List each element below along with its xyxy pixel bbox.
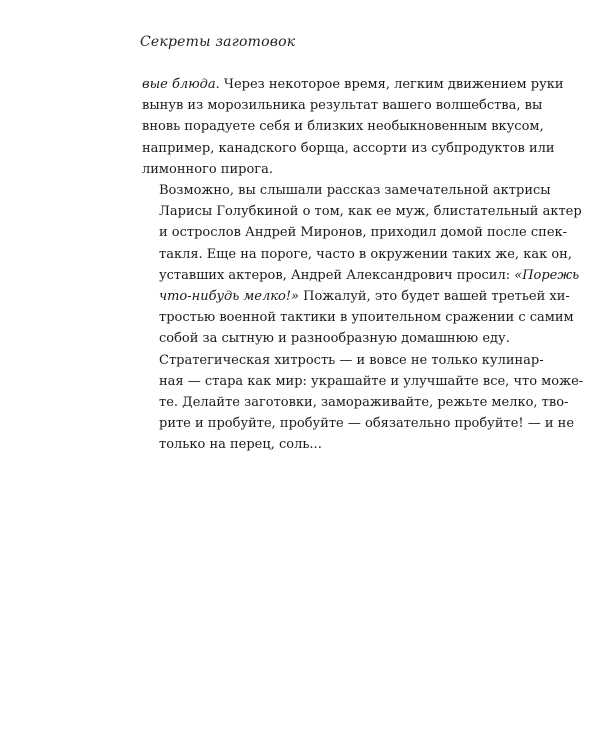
text-segment: Пожалуй, это будет вашей третьей хи- [299, 289, 570, 305]
text-line [142, 434, 462, 455]
text-line [142, 116, 544, 137]
text-segment: тростью военной тактики в упоительном сражении с самим [159, 310, 574, 326]
text-segment: вынув из морозильника результат вашего волшебства, вы [142, 98, 543, 114]
italic-text: вые блюда. [142, 77, 220, 92]
text-line [142, 244, 572, 265]
text-line [142, 95, 543, 116]
text-line [142, 413, 575, 434]
text-segment: те. Делайте заготовки, замораживайте, режьте мелко, тво- [159, 395, 569, 411]
text-line [142, 328, 510, 349]
text-segment: собой за сытную и разнообразную домашнюю еду. [159, 331, 510, 347]
text-segment: Возможно, вы слышали рассказ замечательной актрисы [159, 183, 551, 199]
body-text [142, 74, 584, 456]
running-head: Секреты заготовок [140, 34, 296, 50]
paragraph [142, 350, 584, 456]
text-segment: Стратегическая хитрость — и вовсе не только кулинар- [159, 352, 544, 368]
text-line [142, 265, 580, 286]
text-segment: ная — стара как мир: украшайте и улучшайте все, что може- [159, 373, 584, 389]
text-segment: рите и пробуйте, пробуйте — обязательно пробуйте! — и не [159, 416, 575, 432]
text-line [142, 222, 568, 243]
text-segment: уставших актеров, Андрей Александрович просил: [159, 267, 515, 283]
italic-text: что-нибудь мелко!» [159, 289, 300, 305]
text-line [142, 371, 584, 392]
text-segment: лимонного пирога. [142, 161, 273, 177]
text-line [142, 201, 582, 222]
text-line [142, 307, 574, 328]
text-segment: Ларисы Голубкиной о том, как ее муж, блистательный актер [159, 204, 582, 220]
text-segment: например, канадского борща, ассорти из субпродуктов или [142, 140, 555, 156]
text-segment: только на перец, соль... [159, 437, 322, 453]
text-line [142, 74, 564, 95]
paragraph [142, 74, 564, 180]
text-segment: Через некоторое время, легким движением руки [219, 77, 564, 92]
text-segment: такля. Еще на пороге, часто в окружении таких же, как он, [159, 246, 572, 262]
text-line [142, 138, 555, 159]
italic-text: «Порежь [514, 267, 580, 283]
text-line [142, 350, 544, 371]
text-line [142, 180, 551, 201]
text-segment: и остpослов Андрей Миронов, приходил домой после спек- [159, 225, 568, 241]
text-segment: вновь порадуете себя и близких необыкновенным вкусом, [142, 119, 544, 135]
paragraph [142, 180, 582, 350]
text-line [142, 159, 462, 180]
text-line [142, 286, 570, 307]
text-line [142, 392, 569, 413]
